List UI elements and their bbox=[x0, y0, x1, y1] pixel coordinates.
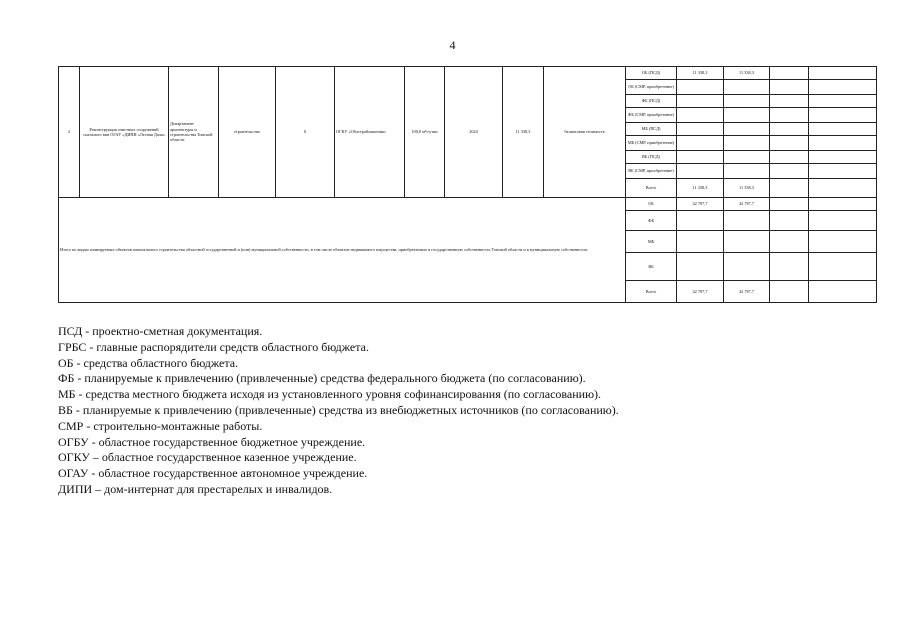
empty-cell bbox=[770, 80, 809, 95]
source-value-cell bbox=[677, 80, 724, 95]
total-value-cell: 42 787,7 bbox=[724, 281, 770, 303]
legend-line: ОГКУ – областное государственное казенное учреждение. bbox=[58, 450, 357, 465]
empty-cell bbox=[770, 67, 809, 80]
object-name-cell: Реконструкция очистных сооружений спального вкн ОГАУ «ДИПИ «Лесная Дача» bbox=[80, 67, 169, 198]
total-value-cell bbox=[724, 253, 770, 281]
total-description-cell: Итого по видам планируемых объектов капитального строительства областной государственной и (или) муниципальной собственности, в том числе объектов недвижимого имущества, приобретаемых в государственную собственность Томской области и в муниципальную собственность bbox=[59, 198, 626, 303]
source-value-cell: 11 338,3 bbox=[724, 67, 770, 80]
legend-line: ГРБС - главные распорядители средств областного бюджета. bbox=[58, 339, 369, 354]
table-row bbox=[59, 198, 877, 211]
source-label-cell: ФБ (ПСД) bbox=[626, 95, 677, 108]
legend-line: ФБ - планируемые к привлечению (привлеченные) средства федерального бюджета (по согласованию). bbox=[58, 371, 586, 386]
legend-line: ОГАУ - областное государственное автономное учреждение. bbox=[58, 466, 368, 481]
total-value-cell: 42 787,7 bbox=[677, 281, 724, 303]
source-label-cell: МБ (ПСД) bbox=[626, 123, 677, 136]
total-value-cell bbox=[677, 253, 724, 281]
total-value-cell bbox=[724, 231, 770, 253]
source-label-cell: Всего bbox=[626, 179, 677, 198]
type-cell: строительство bbox=[219, 67, 276, 198]
empty-cell bbox=[770, 164, 809, 179]
source-label-cell: ФБ (СМР, приобретение) bbox=[626, 108, 677, 123]
total-value-cell bbox=[724, 211, 770, 231]
value-o-cell: 0 bbox=[276, 67, 335, 198]
source-value-cell: 11 338,3 bbox=[677, 67, 724, 80]
source-value-cell: 11 338,3 bbox=[677, 179, 724, 198]
legend-line: МБ - средства местного бюджета исходя из установленного уровня софинансирования (по согласованию). bbox=[58, 387, 602, 402]
empty-cell bbox=[809, 164, 877, 179]
empty-cell bbox=[809, 281, 877, 303]
total-source-label-cell: Всего bbox=[626, 281, 677, 303]
year-cell: 2024 bbox=[445, 67, 503, 198]
row-number-cell: 2 bbox=[59, 67, 80, 198]
total-value-cell: 42 787,7 bbox=[724, 198, 770, 211]
empty-cell bbox=[809, 253, 877, 281]
total-source-label-cell: ВБ bbox=[626, 253, 677, 281]
total-value-cell bbox=[677, 211, 724, 231]
empty-cell bbox=[770, 231, 809, 253]
source-value-cell bbox=[677, 136, 724, 151]
source-label-cell: МБ (СМР, приобретение) bbox=[626, 136, 677, 151]
source-label-cell: ОБ (ПСД) bbox=[626, 67, 677, 80]
legend-line: СМР - строительно-монтажные работы. bbox=[58, 418, 263, 433]
source-value-cell bbox=[677, 151, 724, 164]
legend-line: ОБ - средства областного бюджета. bbox=[58, 355, 239, 370]
source-value-cell: 11 338,3 bbox=[724, 179, 770, 198]
empty-cell bbox=[770, 211, 809, 231]
source-value-cell bbox=[677, 108, 724, 123]
empty-cell bbox=[809, 179, 877, 198]
empty-cell bbox=[809, 95, 877, 108]
empty-cell bbox=[770, 151, 809, 164]
customer-cell: ОГКУ «Облстройзаказчик» bbox=[335, 67, 405, 198]
empty-cell bbox=[770, 95, 809, 108]
source-value-cell bbox=[724, 151, 770, 164]
source-value-cell bbox=[677, 95, 724, 108]
total-value-cell bbox=[677, 231, 724, 253]
legend-line: ВБ - планируемые к привлечению (привлеченные) средства из внебюджетных источников (по согласованию). bbox=[58, 402, 619, 417]
empty-cell bbox=[809, 211, 877, 231]
legend-line: ДИПИ – дом-интернат для престарелых и инвалидов. bbox=[58, 481, 333, 496]
total-source-label-cell: ОБ bbox=[626, 198, 677, 211]
empty-cell bbox=[809, 231, 877, 253]
empty-cell bbox=[770, 123, 809, 136]
empty-cell bbox=[809, 198, 877, 211]
total-source-label-cell: ФБ bbox=[626, 211, 677, 231]
empty-cell bbox=[809, 151, 877, 164]
empty-cell bbox=[809, 136, 877, 151]
source-label-cell: ВБ (СМР, приобретение) bbox=[626, 164, 677, 179]
page-number: 4 bbox=[449, 38, 456, 52]
empty-cell bbox=[770, 108, 809, 123]
empty-cell bbox=[770, 253, 809, 281]
source-label-cell: ОБ (СМР, приобретение) bbox=[626, 80, 677, 95]
investment-table bbox=[58, 66, 877, 303]
total-source-label-cell: МБ bbox=[626, 231, 677, 253]
abbreviations-legend bbox=[58, 324, 858, 498]
empty-cell bbox=[809, 123, 877, 136]
source-value-cell bbox=[724, 164, 770, 179]
source-value-cell bbox=[724, 80, 770, 95]
source-label-cell: ВБ (ПСД) bbox=[626, 151, 677, 164]
empty-cell bbox=[770, 281, 809, 303]
total-value-cell: 42 787,7 bbox=[677, 198, 724, 211]
legend-line: ПСД - проектно-сметная документация. bbox=[58, 324, 263, 338]
empty-cell bbox=[770, 179, 809, 198]
source-value-cell bbox=[724, 95, 770, 108]
capacity-cell: 100,0 м³/сутки bbox=[405, 67, 445, 198]
empty-cell bbox=[809, 80, 877, 95]
source-value-cell bbox=[724, 136, 770, 151]
grbs-cell: Департамент архитектуры и строительства Томской области bbox=[169, 67, 219, 198]
balance-cell: балансовая стоимость bbox=[544, 67, 626, 198]
empty-cell bbox=[770, 198, 809, 211]
empty-cell bbox=[809, 67, 877, 80]
empty-cell bbox=[809, 108, 877, 123]
legend-line: ОГБУ - областное государственное бюджетное учреждение. bbox=[58, 434, 366, 449]
empty-cell bbox=[770, 136, 809, 151]
source-value-cell bbox=[724, 123, 770, 136]
source-value-cell bbox=[677, 164, 724, 179]
cost-cell: 11 338,3 bbox=[503, 67, 544, 198]
source-value-cell bbox=[677, 123, 724, 136]
table-row bbox=[59, 67, 877, 80]
source-value-cell bbox=[724, 108, 770, 123]
